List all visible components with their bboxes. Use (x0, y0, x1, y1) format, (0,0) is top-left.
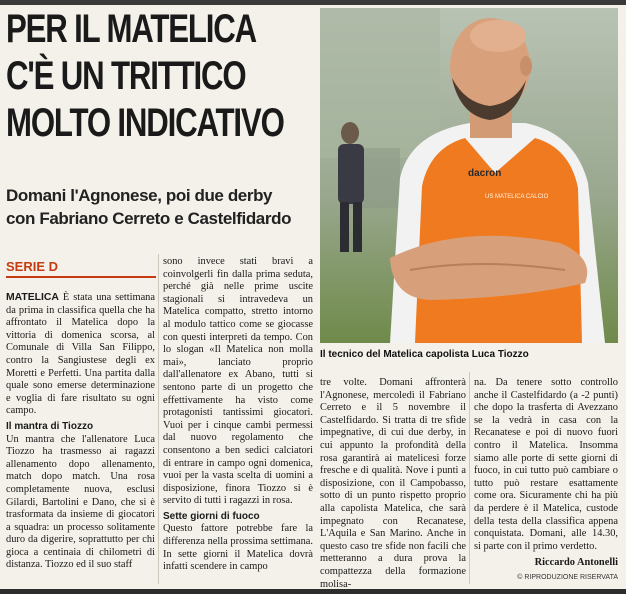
top-border (0, 0, 626, 5)
headline-line-3: MOLTO INDICATIVO (6, 101, 284, 145)
section-label: SERIE D (6, 259, 59, 274)
bib-text: US MATELICA CALCIO (485, 194, 549, 200)
subheadline-line-2: con Fabriano Cerreto e Castelfidardo (6, 209, 292, 228)
headline-line-2: C'È UN TRITTICO (6, 54, 246, 98)
subtitle: Sette giorni di fuoco (163, 510, 260, 522)
coach-photo (320, 8, 618, 343)
subheadline-line-1: Domani l'Agnonese, poi due derby (6, 186, 273, 205)
photo-caption: Il tecnico del Matelica capolista Luca Tiozzo (320, 349, 529, 360)
article-column-1 (6, 292, 155, 572)
paragraph: sono invece stati bravi a coinvolgerli fin dalla prima seduta, perché già nelle prime uscite stagionali si intravedeva un Matelica compatto, stretto intorno al modulo tattico come se giocasse con questi interpreti da tempo. Con lo slogan «Il Matelica non molla mai», lanciato proprio dall'allenatore ex Abano, tutti si sentono parte di un progetto che effettivamente ha visto come protagonisti tantissimi giocatori. Vuoi per i cinque cambi permessi dal nuovo regolamento che consentono a ben sedici calciatori di entrare in campo ogni domenica, vuoi per la vasta scelta di uomini a disposizione, finora Tiozzo si è servito di tutti i ragazzi in rosa. (163, 256, 313, 507)
bib-brand: dacron (468, 168, 502, 179)
author-signature: Riccardo Antonelli (534, 557, 618, 569)
rights-notice: © RIPRODUZIONE RISERVATA (517, 573, 618, 581)
article-column-3 (320, 377, 466, 591)
column-divider (469, 372, 470, 584)
bottom-border (0, 589, 626, 594)
section-rule (6, 276, 156, 278)
paragraph: Questo fattore potrebbe fare la differenza nella prossima settimana. In sette giorni il Matelica dovrà infatti scendere in campo (163, 523, 313, 573)
article-column-2 (163, 256, 313, 574)
paragraph: na. Da tenere sotto controllo anche il Castelfidardo (a -2 punti) che dopo la trasferta di Avezzano se la vedrà in casa con la Recanatese e poi di nuovo fuori contro il Matelica. Insomma siamo alle porte di sette giorni di fuoco, in cui tutto può cambiare o tutto può restare esattamente come ora. Sicuramente chi ha più da perdere è il Matelica, custode della testa della classifica appena conquistata. Domani, alle 14.30, si parte con il primo verdetto. (474, 377, 618, 552)
dateline: MATELICA (6, 292, 59, 303)
coach-illustration (320, 8, 618, 343)
paragraph: tre volte. Domani affronterà l'Agnonese, mercoledì il Fabriano Cerreto e il 5 novembre il Castelfidardo. Si tratta di tre sfide impegnative, di cui due derby, in cui appunto la profondità della rosa garantirà ai matelicesi forze fresche e di qualità. Nove i punti a disposizione, con il Campobasso, sotto di un punto rispetto proprio alla capolista Matelica, che sarà impegnato con Recanatese, L'Aquila e San Marino. Anche in questo caso tre sfide non facili che metteranno a dura prova la compattezza della formazione molisa- (320, 377, 466, 590)
article-column-4 (474, 377, 618, 585)
subheadline (6, 184, 326, 230)
headline-line-1: PER IL MATELICA (6, 7, 256, 51)
subtitle: Il mantra di Tiozzo (6, 420, 94, 432)
paragraph-text: È stata una settimana da prima in classifica quella che ha affrontato il Matelica dopo la vittoria di domenica scorsa, al Comunale di Villa San Filippo, contro la Sangiustese degli ex Moretti e Perfetti. Una partita dalla quale sono emerse determinazione e voglia di fare risultato su ogni campo. (6, 292, 155, 417)
headline (6, 6, 284, 147)
column-divider (158, 254, 159, 584)
paragraph (6, 292, 155, 418)
paragraph: Un mantra che l'allenatore Luca Tiozzo ha trasmesso ai ragazzi allenamento dopo allenamento, match dopo match. Una rosa completamente nuova, esclusi Gilardi, Bartolini e Dano, che si è trasformata da insieme di giocatori a squadra: un processo solitamente duro da digerire, soprattutto per chi gioca a centinaia di chilometri di distanza. Tiozzo ed il suo staff (6, 433, 155, 571)
